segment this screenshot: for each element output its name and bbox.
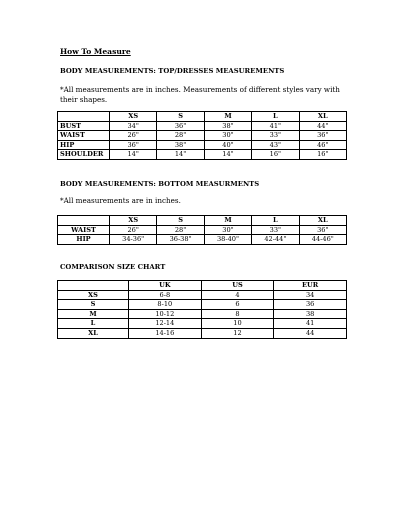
header-cell: US: [201, 281, 274, 291]
table-cell: 26": [110, 131, 157, 141]
table-row: [58, 150, 347, 160]
table-cell: 34: [274, 290, 347, 300]
bottom-measurements-table: [57, 215, 347, 245]
table-header-row: [58, 281, 347, 291]
page-title: How To Measure: [60, 47, 131, 56]
table-cell: 40": [204, 140, 251, 150]
table-row: [58, 131, 347, 141]
table-row: [58, 121, 347, 131]
header-cell: XS: [110, 112, 157, 122]
table-cell: 14-16: [129, 328, 202, 338]
table-cell: 36-38": [157, 235, 204, 245]
table-cell: 30": [204, 131, 251, 141]
header-cell: UK: [129, 281, 202, 291]
table-cell: 34": [110, 121, 157, 131]
header-cell: XL: [299, 112, 346, 122]
row-label: L: [58, 319, 129, 329]
row-label: XL: [58, 328, 129, 338]
table-cell: 6-8: [129, 290, 202, 300]
table-cell: 38-40": [204, 235, 251, 245]
top-measurements-heading: BODY MEASUREMENTS: TOP/DRESSES MEASUREMENTS: [60, 67, 285, 75]
header-cell: [58, 216, 110, 226]
table-cell: 28": [157, 131, 204, 141]
header-cell: S: [157, 216, 204, 226]
table-cell: 30": [204, 225, 251, 235]
header-cell: EUR: [274, 281, 347, 291]
table-cell: 28": [157, 225, 204, 235]
row-label: M: [58, 309, 129, 319]
table-row: [58, 290, 347, 300]
header-cell: L: [252, 112, 299, 122]
table-cell: 36": [299, 131, 346, 141]
bottom-measurements-note: *All measurements are in inches.: [60, 196, 181, 205]
table-cell: 16": [299, 150, 346, 160]
table-row: [58, 309, 347, 319]
header-cell: XS: [110, 216, 157, 226]
row-label: SHOULDER: [58, 150, 110, 160]
table-cell: 33": [252, 131, 299, 141]
table-cell: 38: [274, 309, 347, 319]
table-header-row: [58, 216, 347, 226]
table-cell: 41": [252, 121, 299, 131]
top-measurements-table: [57, 111, 347, 160]
table-cell: 8-10: [129, 300, 202, 310]
row-label: HIP: [58, 235, 110, 245]
table-cell: 14": [204, 150, 251, 160]
row-label: WAIST: [58, 131, 110, 141]
row-label: XS: [58, 290, 129, 300]
row-label: HIP: [58, 140, 110, 150]
table-cell: 14": [110, 150, 157, 160]
table-cell: 36": [299, 225, 346, 235]
row-label: BUST: [58, 121, 110, 131]
header-cell: [58, 281, 129, 291]
table-cell: 12: [201, 328, 274, 338]
table-cell: 41: [274, 319, 347, 329]
header-cell: L: [252, 216, 299, 226]
table-row: [58, 319, 347, 329]
table-row: [58, 225, 347, 235]
table-row: [58, 300, 347, 310]
table-cell: 38": [204, 121, 251, 131]
header-cell: XL: [299, 216, 346, 226]
table-row: [58, 235, 347, 245]
table-cell: 8: [201, 309, 274, 319]
table-cell: 12-14: [129, 319, 202, 329]
table-row: [58, 140, 347, 150]
table-cell: 4: [201, 290, 274, 300]
header-cell: S: [157, 112, 204, 122]
table-cell: 44": [299, 121, 346, 131]
header-cell: [58, 112, 110, 122]
table-row: [58, 328, 347, 338]
table-cell: 10-12: [129, 309, 202, 319]
top-measurements-note: *All measurements are in inches. Measurements of different styles vary with their shapes.: [60, 85, 340, 104]
table-cell: 16": [252, 150, 299, 160]
table-cell: 38": [157, 140, 204, 150]
table-cell: 44: [274, 328, 347, 338]
comparison-size-table: [57, 280, 347, 339]
comparison-chart-heading: COMPARISON SIZE CHART: [60, 263, 166, 271]
table-cell: 34-36": [110, 235, 157, 245]
header-cell: M: [204, 112, 251, 122]
table-cell: 10: [201, 319, 274, 329]
table-cell: 43": [252, 140, 299, 150]
table-cell: 44-46": [299, 235, 346, 245]
header-cell: M: [204, 216, 251, 226]
table-cell: 6: [201, 300, 274, 310]
table-cell: 36": [110, 140, 157, 150]
table-cell: 14": [157, 150, 204, 160]
table-cell: 33": [252, 225, 299, 235]
row-label: WAIST: [58, 225, 110, 235]
table-header-row: [58, 112, 347, 122]
table-cell: 36: [274, 300, 347, 310]
row-label: S: [58, 300, 129, 310]
table-cell: 26": [110, 225, 157, 235]
bottom-measurements-heading: BODY MEASUREMENTS: BOTTOM MEASURMENTS: [60, 180, 260, 188]
table-cell: 36": [157, 121, 204, 131]
table-cell: 46": [299, 140, 346, 150]
table-cell: 42-44": [252, 235, 299, 245]
